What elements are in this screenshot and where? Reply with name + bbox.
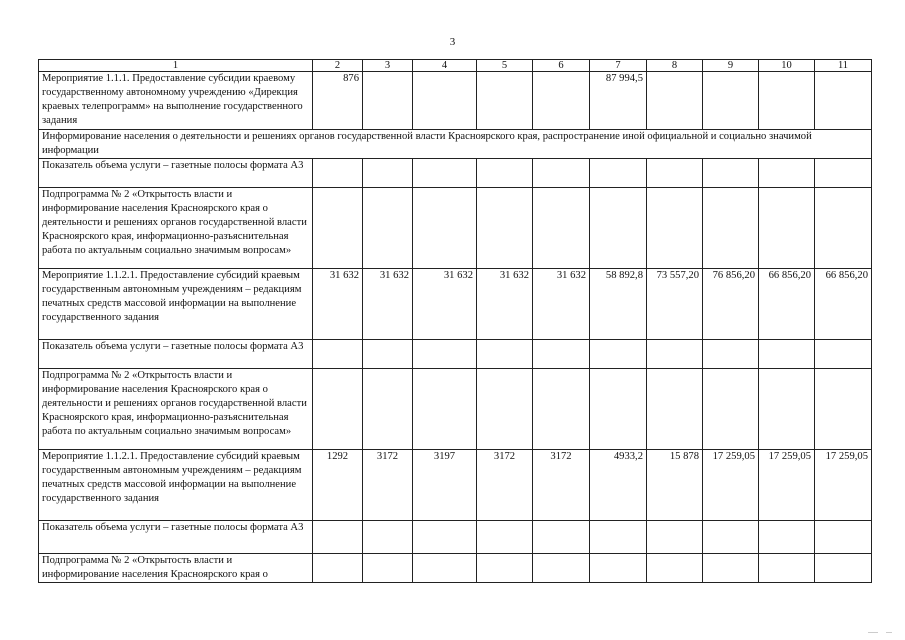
value-cell — [647, 72, 703, 130]
value-cell — [413, 340, 477, 369]
column-header: 3 — [363, 60, 413, 72]
value-cell — [477, 554, 533, 583]
section-row — [39, 130, 872, 159]
row-label: Показатель объема услуги – газетные полосы формата А3 — [39, 521, 313, 554]
value-cell — [363, 340, 413, 369]
row-label: Мероприятие 1.1.2.1. Предоставление субсидий краевым государственным автономным учреждениям – редакциям печатных средств массовой информации на выполнение государственного задания — [39, 269, 313, 340]
value-cell — [363, 554, 413, 583]
table-row — [39, 159, 872, 188]
value-cell — [703, 554, 759, 583]
value-cell: 31 632 — [477, 269, 533, 340]
value-cell — [590, 188, 647, 269]
value-cell: 3172 — [477, 450, 533, 521]
value-cell: 3197 — [413, 450, 477, 521]
value-cell — [815, 159, 872, 188]
value-cell — [477, 72, 533, 130]
value-cell — [590, 369, 647, 450]
value-cell: 73 557,20 — [647, 269, 703, 340]
column-header: 7 — [590, 60, 647, 72]
value-cell — [413, 554, 477, 583]
value-cell: 87 994,5 — [590, 72, 647, 130]
value-cell — [313, 554, 363, 583]
value-cell — [363, 521, 413, 554]
value-cell — [647, 159, 703, 188]
value-cell — [363, 72, 413, 130]
value-cell — [533, 340, 590, 369]
value-cell: 66 856,20 — [759, 269, 815, 340]
value-cell — [313, 369, 363, 450]
value-cell — [703, 188, 759, 269]
row-label: Мероприятие 1.1.2.1. Предоставление субсидий краевым государственным автономным учреждениям – редакциям печатных средств массовой информации на выполнение государственного задания — [39, 450, 313, 521]
value-cell — [647, 188, 703, 269]
column-header: 2 — [313, 60, 363, 72]
value-cell — [759, 521, 815, 554]
row-label: Показатель объема услуги – газетные полосы формата А3 — [39, 340, 313, 369]
value-cell — [815, 340, 872, 369]
table-row — [39, 340, 872, 369]
value-cell — [533, 159, 590, 188]
value-cell — [759, 340, 815, 369]
value-cell: 31 632 — [363, 269, 413, 340]
value-cell — [413, 369, 477, 450]
value-cell: 76 856,20 — [703, 269, 759, 340]
value-cell: 66 856,20 — [815, 269, 872, 340]
value-cell — [815, 72, 872, 130]
value-cell: 17 259,05 — [759, 450, 815, 521]
row-label: Подпрограмма № 2 «Открытость власти и информирование населения Красноярского края о деятельности и решениях органов государственной власти Красноярского края, информационно-разъяснительная работа по актуальным социально значимым вопросам» — [39, 369, 313, 450]
table-row — [39, 269, 872, 340]
value-cell — [533, 521, 590, 554]
value-cell — [590, 159, 647, 188]
value-cell: 31 632 — [533, 269, 590, 340]
column-header: 5 — [477, 60, 533, 72]
value-cell — [759, 72, 815, 130]
header-row — [39, 60, 872, 72]
value-cell — [313, 188, 363, 269]
value-cell: 31 632 — [413, 269, 477, 340]
value-cell — [477, 159, 533, 188]
value-cell — [313, 521, 363, 554]
subsidy-table — [38, 59, 872, 583]
column-header: 1 — [39, 60, 313, 72]
column-header: 8 — [647, 60, 703, 72]
value-cell — [647, 521, 703, 554]
value-cell — [363, 369, 413, 450]
value-cell — [413, 72, 477, 130]
value-cell — [815, 369, 872, 450]
value-cell — [703, 159, 759, 188]
value-cell — [533, 554, 590, 583]
table-row — [39, 554, 872, 583]
value-cell: 17 259,05 — [703, 450, 759, 521]
value-cell — [647, 554, 703, 583]
value-cell — [477, 188, 533, 269]
scan-mark — [868, 632, 878, 633]
value-cell — [759, 369, 815, 450]
value-cell: 3172 — [533, 450, 590, 521]
value-cell: 15 878 — [647, 450, 703, 521]
value-cell: 4933,2 — [590, 450, 647, 521]
value-cell — [759, 554, 815, 583]
value-cell — [703, 369, 759, 450]
value-cell: 31 632 — [313, 269, 363, 340]
value-cell — [590, 554, 647, 583]
value-cell — [413, 159, 477, 188]
table-row — [39, 188, 872, 269]
value-cell: 58 892,8 — [590, 269, 647, 340]
value-cell — [703, 340, 759, 369]
value-cell — [413, 521, 477, 554]
value-cell — [647, 369, 703, 450]
column-header: 9 — [703, 60, 759, 72]
value-cell — [477, 369, 533, 450]
table-row — [39, 521, 872, 554]
value-cell — [533, 369, 590, 450]
value-cell: 17 259,05 — [815, 450, 872, 521]
value-cell — [477, 340, 533, 369]
value-cell — [815, 554, 872, 583]
value-cell — [815, 521, 872, 554]
value-cell — [313, 159, 363, 188]
table-row — [39, 369, 872, 450]
value-cell — [703, 521, 759, 554]
column-header: 11 — [815, 60, 872, 72]
value-cell — [413, 188, 477, 269]
row-label: Показатель объема услуги – газетные полосы формата А3 — [39, 159, 313, 188]
scan-mark — [886, 632, 892, 633]
value-cell — [815, 188, 872, 269]
row-label: Подпрограмма № 2 «Открытость власти и информирование населения Красноярского края о — [39, 554, 313, 583]
value-cell — [590, 340, 647, 369]
value-cell — [533, 188, 590, 269]
value-cell — [313, 340, 363, 369]
value-cell — [703, 72, 759, 130]
column-header: 6 — [533, 60, 590, 72]
table-row — [39, 450, 872, 521]
value-cell: 1292 — [313, 450, 363, 521]
value-cell — [590, 521, 647, 554]
table-row — [39, 72, 872, 130]
value-cell — [759, 159, 815, 188]
row-label: Мероприятие 1.1.1. Предоставление субсидии краевому государственному автономному учреждению «Дирекция краевых телепрограмм» на выполнение государственного задания — [39, 72, 313, 130]
section-label: Информирование населения о деятельности и решениях органов государственной власти Красноярского края, распространение иной официальной и социально значимой информации — [39, 130, 872, 159]
value-cell — [647, 340, 703, 369]
value-cell — [363, 188, 413, 269]
value-cell: 876 — [313, 72, 363, 130]
page-number: 3 — [449, 36, 456, 48]
value-cell — [759, 188, 815, 269]
value-cell: 3172 — [363, 450, 413, 521]
column-header: 4 — [413, 60, 477, 72]
value-cell — [477, 521, 533, 554]
value-cell — [363, 159, 413, 188]
row-label: Подпрограмма № 2 «Открытость власти и информирование населения Красноярского края о деятельности и решениях органов государственной власти Красноярского края, информационно-разъяснительная работа по актуальным социально значимым вопросам» — [39, 188, 313, 269]
column-header: 10 — [759, 60, 815, 72]
value-cell — [533, 72, 590, 130]
